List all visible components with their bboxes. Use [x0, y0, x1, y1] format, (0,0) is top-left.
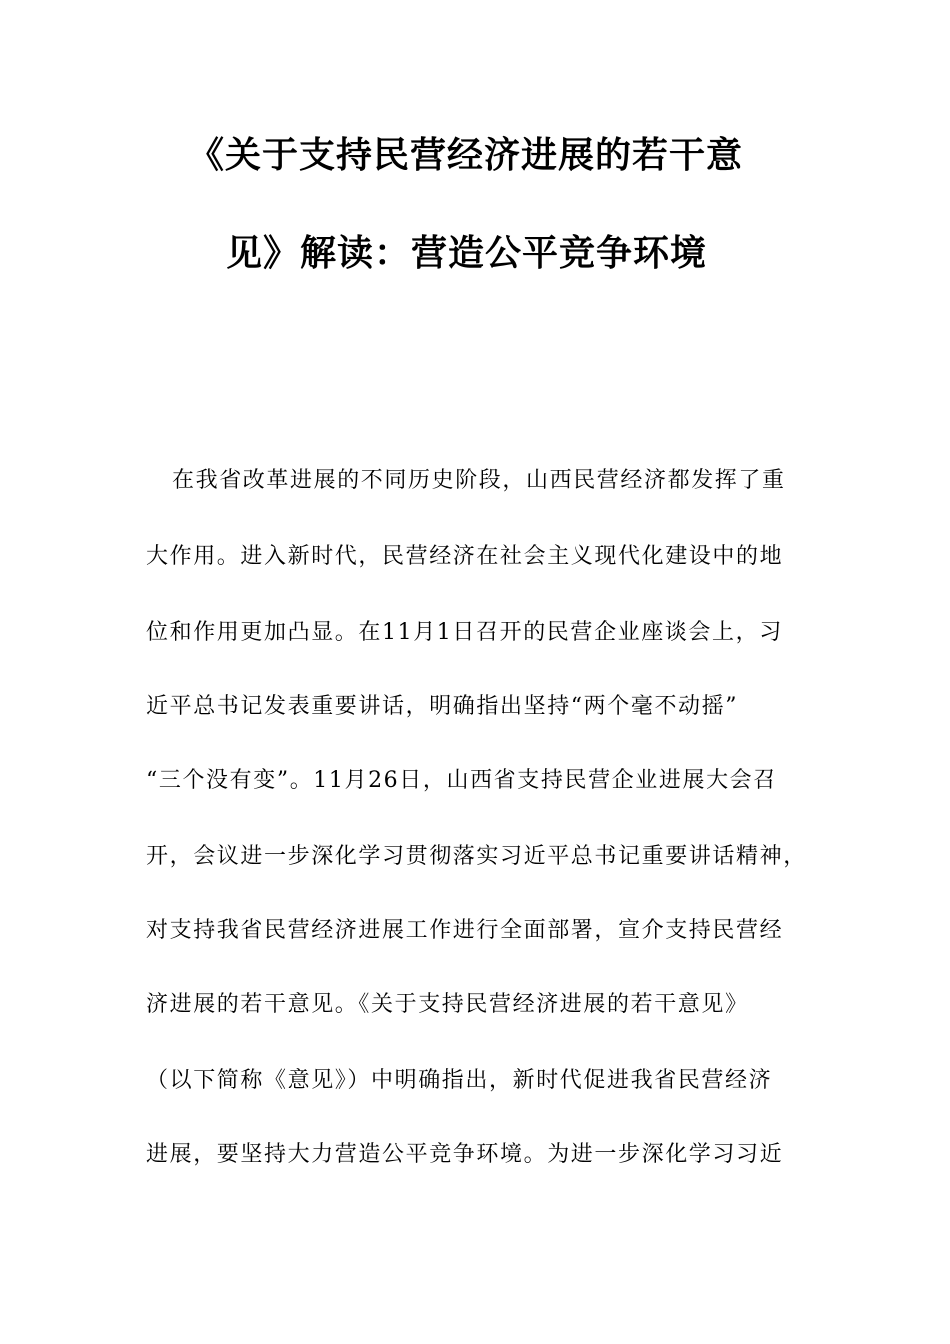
title-line-2: 见》解读：营造公平竞争环境: [226, 233, 708, 274]
body-line-1: 在我省改革进展的不同历史阶段，山西民营经济都发挥了重: [172, 468, 786, 493]
body-line-6: 开，会议进一步深化学习贯彻落实习近平总书记重要讲话精神，: [146, 844, 807, 869]
body-line-7: 对支持我省民营经济进展工作进行全面部署，宣介支持民营经: [146, 918, 784, 943]
body-line-4: 近平总书记发表重要讲话，明确指出坚持“两个毫不动摇”: [146, 694, 739, 719]
body-line-5: “三个没有变”。11月26日，山西省支持民营企业进展大会召: [146, 768, 777, 793]
body-line-8: 济进展的若干意见。《关于支持民营经济进展的若干意见》: [146, 992, 749, 1017]
title-line-1: 《关于支持民营经济进展的若干意: [188, 135, 744, 176]
body-line-2: 大作用。进入新时代，民营经济在社会主义现代化建设中的地: [146, 544, 784, 569]
body-line-10: 进展，要坚持大力营造公平竞争环境。为进一步深化学习习近: [146, 1142, 784, 1167]
body-line-3: 位和作用更加凸显。在11月1日召开的民营企业座谈会上，习: [146, 620, 783, 645]
body-line-9: （以下简称《意见》）中明确指出，新时代促进我省民营经济: [146, 1068, 773, 1093]
